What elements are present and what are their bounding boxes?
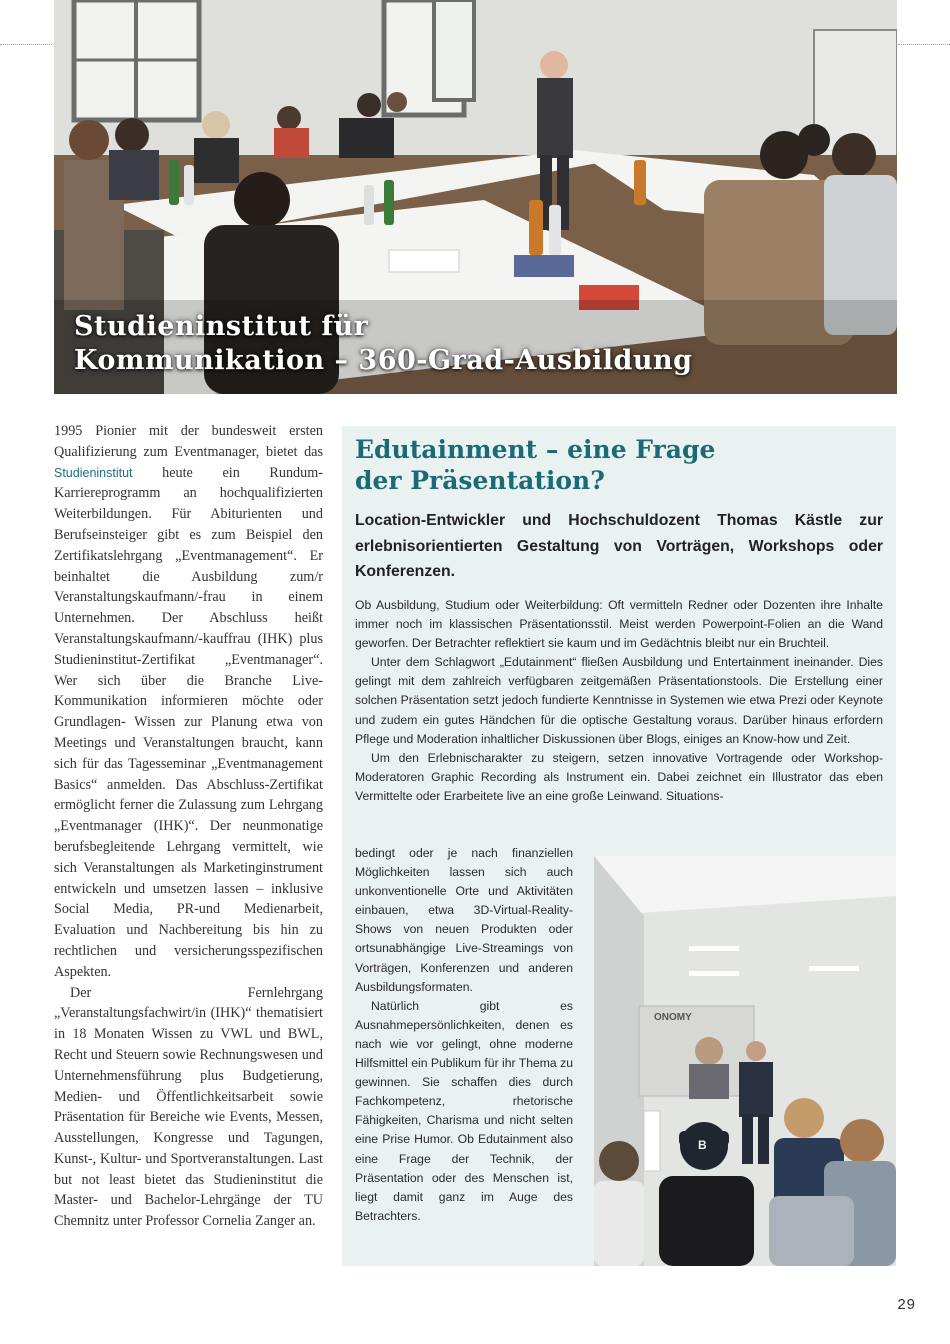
article-paragraph-3-continued: bedingt oder je nach finanziellen Möglichkeiten lassen sich auch unkonventionelle Orte und Aktivitäten einbauen, etwa 3D-Virtual-Reality-Shows von neuen Produkten oder ortsunabhängige Live-Streamings von Vorträgen, Konferenzen und anderen Ausbildungsformaten. xyxy=(355,846,573,994)
left-paragraph-1 xyxy=(54,421,323,983)
article-body-wide xyxy=(355,596,883,806)
decorative-dotted-rule-right xyxy=(898,44,950,45)
left-column-article xyxy=(54,421,323,1232)
hero-title-line-2: Kommunikation – 360-Grad-Ausbildung xyxy=(74,345,693,376)
studieninstitut-highlight: Studieninstitut xyxy=(54,465,133,480)
hero-photo-seminar xyxy=(54,0,897,394)
article-paragraph-3: Um den Erlebnischarakter zu steigern, setzen innovative Vortragende oder Workshop-Moderatoren Graphic Recording als Instrument ein. Dabei zeichnet ein Illustrator das eben Vermittelte oder Erarbeitete live an eine große Leinwand. Situations- xyxy=(355,750,883,803)
presentation-room-illustration xyxy=(594,856,896,1266)
article-body-narrow xyxy=(355,844,573,1226)
left-paragraph-2: Der Fernlehrgang „Veranstaltungsfachwirt/in (IHK)“ thematisiert in 18 Monaten Wissen zu VWL und BWL, Recht und Steuern sowie Rechnungswesen und Unternehmensführung plus Budgetierung, Medien- und Öffentlichkeitsarbeit sowie Präsentation für Bereiche wie Events, Messen, Ausstellungen, Kongresse und Tagungen, Kunst-, Kultur- und Sportveranstaltungen. Last but not least bietet das Studieninstitut die Master- und Bachelor-Lehrgänge der TU Chemnitz unter Professor Cornelia Zanger an. xyxy=(54,984,323,1230)
decorative-dotted-rule-left xyxy=(0,44,52,45)
article-title xyxy=(355,434,875,496)
cap-logo-text: B xyxy=(698,1138,707,1152)
article-title-line-1: Edutainment – eine Frage xyxy=(355,435,716,464)
hero-title xyxy=(74,310,874,378)
article-lead: Location-Entwickler und Hochschuldozent Thomas Kästle zur erlebnisorientierten Gestaltung von Vorträgen, Workshops oder Konferenzen. xyxy=(355,512,883,580)
hero-title-line-1: Studieninstitut für xyxy=(74,311,369,342)
screen-text: ONOMY xyxy=(654,1012,692,1023)
left-paragraph-1-rest: heute ein Rundum-Karriereprogramm an hochqualifizierten Weiterbildungen. Für Abiturienten und Berufseinsteiger gibt es zum Beispiel den Zertifikatslehrgang „Eventmanagement“. Er beinhaltet die Ausbildung zum/r Veranstaltungskaufmann/-frau in einem Unternehmen. Der Abschluss heißt Veranstaltungskaufmann/-kauffrau (IHK) plus Studieninstitut-Zertifikat „Eventmanager“. Wer sich über die Branche Live-Kommunikation informieren möchte oder Grundlagen- Wissen zur Planung etwa von Meetings und Veranstaltungen braucht, kann sich für das Tagesseminar „Eventmanagement Basics“ anmelden. Das Abschluss-Zertifikat ermöglicht ferner die Zulassung zum Lehrgang „Eventmanager (IHK)“. Der neunmonatige berufsbegleitende Lehrgang vermittelt, wie sich Veranstaltungen als Marketinginstrument entwickeln und umsetzen lassen – inklusive Social Media, PR-und Medienarbeit, Evaluation und Nachbereitung bis hin zu rechtlichen und versicherungsspezifischen Aspekten. xyxy=(54,464,323,980)
page-number: 29 xyxy=(897,1296,916,1313)
article-title-line-2: der Präsentation? xyxy=(355,466,605,495)
article-paragraph-1: Ob Ausbildung, Studium oder Weiterbildung: Oft vermitteln Redner oder Dozenten ihre Inhalte immer noch im klassischen Präsentationsstil. Meist werden Powerpoint-Folien an die Wand geworfen. Der Betrachter reflektiert sie kaum und im Gedächtnis bleibt nur ein Bruchteil. xyxy=(355,598,883,651)
article-paragraph-2: Unter dem Schlagwort „Edutainment“ fließen Ausbildung und Entertainment ineinander. Dies gelingt mit dem zahlreich verfügbaren zeitgemäßen Präsentationstools. Die Erstellung einer solchen Präsentation setzt jedoch fundierte Kenntnisse in Systemen wie etwa Prezi oder Keynote und zudem ein gutes Händchen für die optische Gestaltung voraus. Darüber hinaus erfordern Pflege und Moderation inhaltlicher Diskussionen über Blogs, einiges an Know-how und Zeit. xyxy=(355,655,883,746)
left-paragraph-1-intro: 1995 Pionier mit der bundesweit ersten Qualifizierung zum Eventmanager, bietet das xyxy=(54,423,323,460)
presentation-photo xyxy=(594,856,896,1266)
article-paragraph-4: Natürlich gibt es Ausnahmepersönlichkeiten, denen es nach wie vor gelingt, ohne moderne Hilfsmittel ein Publikum für ihr Thema zu gewinnen. Sie schaffen dies durch Fachkompetenz, rhetorische Fähigkeiten, Charisma und nicht selten eine Prise Humor. Ob Edutainment also eine Frage der Technik, der Präsentation oder des Menschen ist, liegt damit ganz im Auge des Betrachters. xyxy=(355,998,573,1223)
